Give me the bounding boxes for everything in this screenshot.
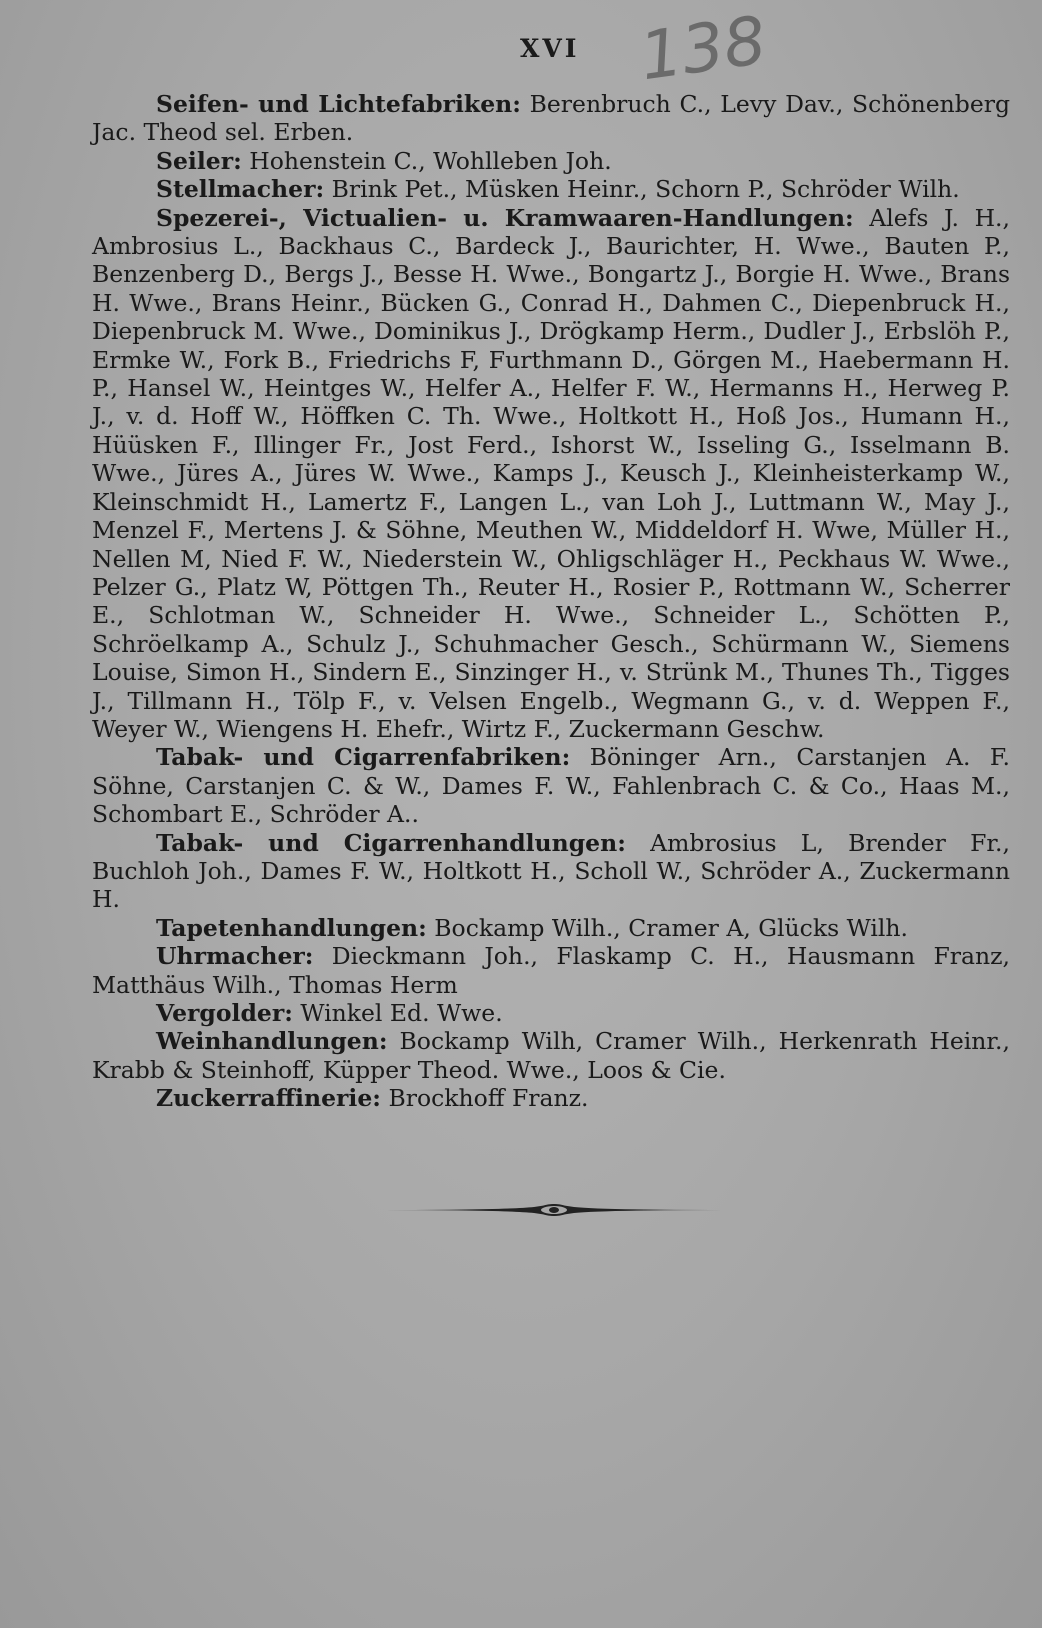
category-heading: Tabak- und Cigarrenhandlungen: [156,828,626,857]
category-heading: Seiler: [156,146,242,175]
directory-entry [92,90,1010,147]
category-heading: Zuckerraffinerie: [156,1084,381,1113]
category-heading: Vergolder: [156,999,293,1027]
directory-entry [92,147,1010,175]
category-heading: Stellmacher: [156,175,325,204]
entry-text: Alefs J. H., Ambrosius L., Backhaus C., Bardeck J., Baurichter, H. Wwe., Bauten P., Benzenberg D., Bergs J., Besse H. Wwe., Bongartz J., Borgie H. Wwe., Brans H. Wwe., Brans Heinr., Bücken G., Conrad H., Dahmen C., Diepenbruck H., Diepenbruck M. Wwe., Dominikus J., Drögkamp Herm., Dudler J., Erbslöh P., Ermke W., Fork B., Friedrichs F, Furthmann D., Görgen M., Haebermann H. P., Hansel W., Heintges W., Helfer A., Helfer F. W., Hermanns H., Herweg P. J., v. d. Hoff W., Höffken C. Th. Wwe., Holtkott H., Hoß Jos., Humann H., Hüüsken F., Illinger Fr., Jost Ferd., Ishorst W., Isseling G., Isselmann B. Wwe., Jüres A., Jüres W. Wwe., Kamps J., Keusch J., Kleinheisterkamp W., Kleinschmidt H., Lamertz F., Langen L., van Loh J., Luttmann W., May J., Menzel F., Mertens J. & Söhne, Meuthen W., Middeldorf H. Wwe, Müller H., Nellen M, Nied F. W., Niederstein W., Ohligschläger H., Peckhaus W. Wwe., Pelzer G., Platz W, Pöttgen Th., Reuter H., Rosier P., Rottmann W., Scherrer E., Schlotman W., Schneider H. Wwe., Schneider L., Schötten P., Schröelkamp A., Schulz J., Schuhmacher Gesch., Schürmann W., Siemens Louise, Simon H., Sindern E., Sinzinger H., v. Strünk M., Thunes Th., Tigges J., Tillmann H., Tölp F., v. Velsen Engelb., Wegmann G., v. d. Weppen F., Weyer W., Wiengens H. Ehefr., Wirtz F., Zuckermann Geschw. [92,203,1010,743]
directory-entry [92,914,1010,942]
directory-entry [92,1027,1010,1084]
entry-text: Bockamp Wilh, Cramer Wilh., Herkenrath Heinr., Krabb & Steinhoff, Küpper Theod. Wwe., Loos & Cie. [92,1027,1010,1084]
entry-text: Ambrosius L, Brender Fr., Buchloh Joh., Dames F. W., Holtkott H., Scholl W., Schröder A., Zuckermann H. [92,828,1010,914]
directory-entry [92,743,1010,828]
directory-entry [92,204,1010,744]
category-heading: Spezerei-, Victualien- u. Kramwaaren-Handlungen: [156,203,854,232]
directory-entry [92,1084,1010,1112]
entry-text: Berenbruch C., Levy Dav., Schönenberg Jac. Theod sel. Erben. [92,90,1011,147]
category-heading: Tabak- und Cigarrenfabriken: [156,743,571,772]
entry-text: Dieckmann Joh., Flaskamp C. H., Hausmann Franz, Matthäus Wilh., Thomas Herm [92,942,1010,999]
entry-text: Brink Pet., Müsken Heinr., Schorn P., Schröder Wilh. [324,175,960,204]
entry-text: Winkel Ed. Wwe. [292,999,503,1027]
directory-entry [92,829,1010,914]
entry-text: Bockamp Wilh., Cramer A, Glücks Wilh. [426,913,908,942]
directory-entry [92,942,1010,999]
directory-entries [92,90,1010,1113]
entry-text: Böninger Arn., Carstanjen A. F. Söhne, Carstanjen C. & W., Dames F. W., Fahlenbrach C. & Co., Haas M., Schombart E., Schröder A.. [92,743,1010,829]
category-heading: Weinhandlungen: [156,1027,388,1056]
handwritten-page-mark: 138 [635,1,771,96]
page-number: XVI [520,34,580,63]
directory-entry [92,999,1010,1027]
decorative-rule-ornament [384,1200,724,1220]
entry-text: Hohenstein C., Wohlleben Joh. [241,146,612,175]
category-heading: Seifen- und Lichtefabriken: [156,90,521,118]
entry-text: Brockhoff Franz. [380,1084,589,1113]
category-heading: Tapetenhandlungen: [156,913,427,942]
directory-entry [92,175,1010,203]
category-heading: Uhrmacher: [156,942,314,971]
